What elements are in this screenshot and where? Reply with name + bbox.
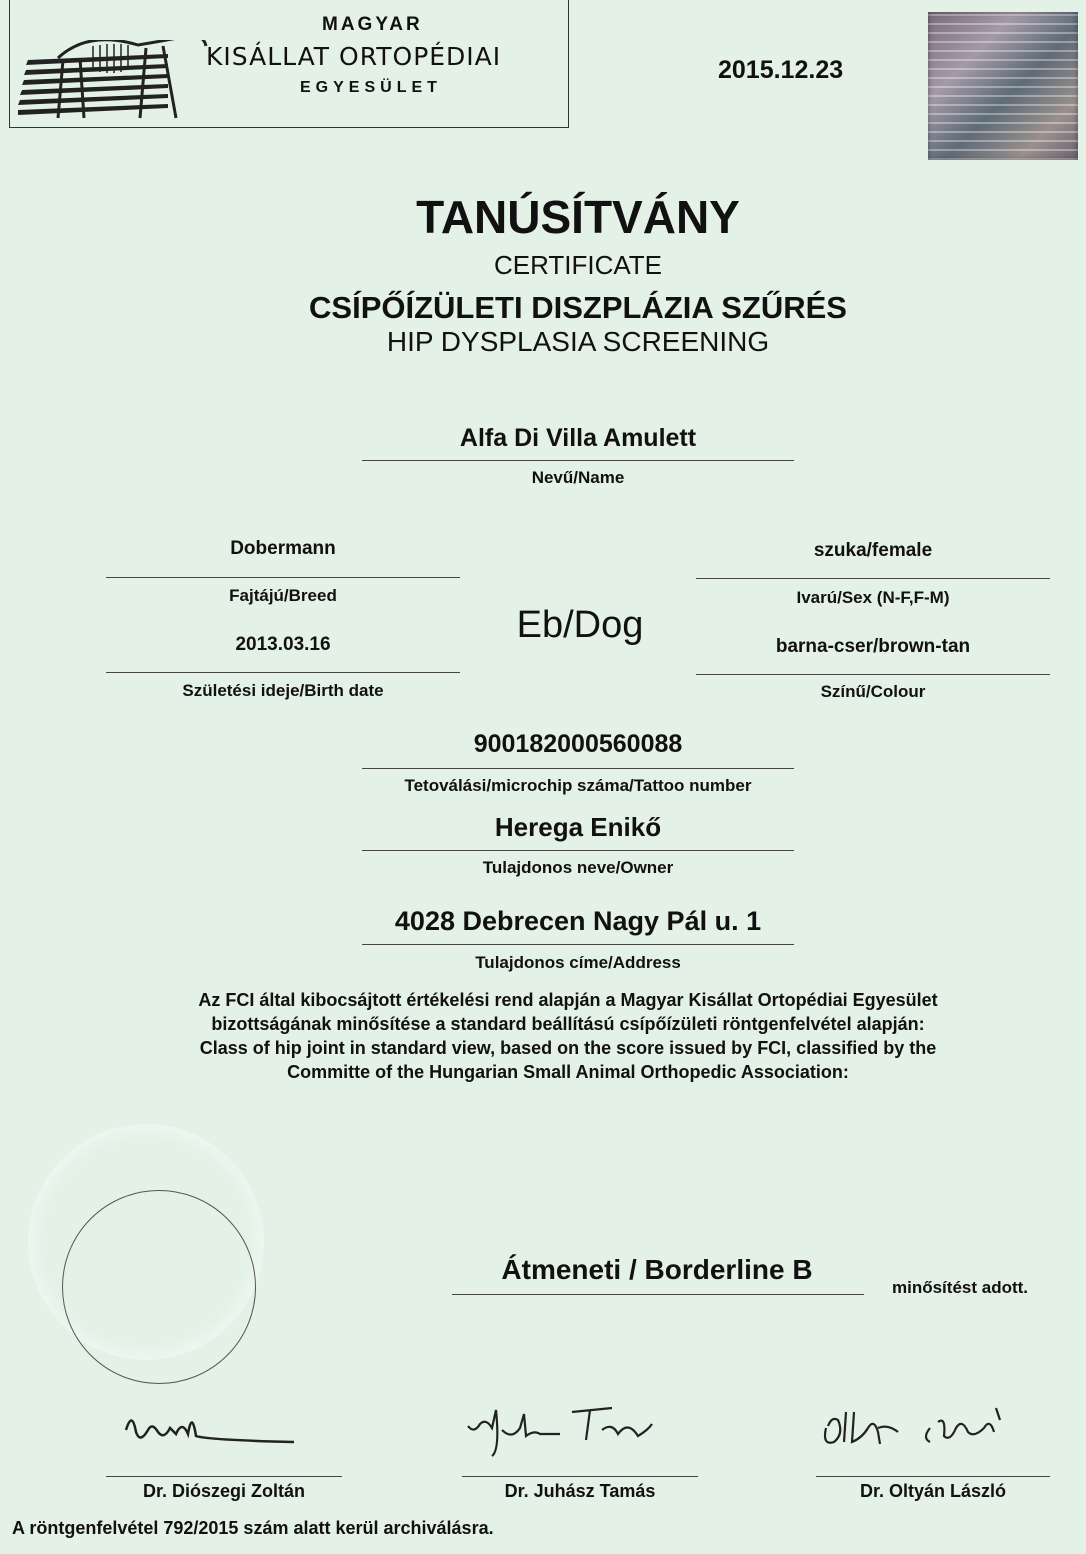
dog-name-label: Nevű/Name	[531, 468, 625, 487]
org-name-line3: EGYESÜLET	[300, 79, 442, 96]
statement-line: Az FCI által kibocsájtott értékelési rend alapján a Magyar Kisállat Ortopédiai Egyesület	[198, 990, 938, 1010]
certificate-subject-en: HIP DYSPLASIA SCREENING	[386, 326, 770, 357]
owner-address-value: 4028 Debrecen Nagy Pál u. 1	[394, 906, 762, 936]
divider	[362, 460, 794, 461]
statement-line: bizottságának minősítése a standard beállítású csípőízületi röntgenfelvétel alapján:	[211, 1014, 925, 1034]
owner-name-label: Tulajdonos neve/Owner	[482, 858, 674, 877]
grade-suffix: minősítést adott.	[892, 1278, 1029, 1297]
microchip-value: 900182000560088	[473, 730, 683, 758]
statement-line: Committe of the Hungarian Small Animal Orthopedic Association:	[287, 1062, 849, 1082]
divider	[462, 1476, 698, 1477]
owner-address-label: Tulajdonos címe/Address	[475, 953, 681, 972]
certificate-title: TANÚSÍTVÁNY	[416, 191, 740, 243]
signature-oltyan-icon	[818, 1398, 1028, 1460]
signature-juhasz-icon	[462, 1400, 662, 1460]
sex-label: Ivarú/Sex (N-F,F-M)	[796, 588, 950, 607]
issue-date: 2015.12.23	[718, 56, 844, 84]
dog-name-value: Alfa Di Villa Amulett	[459, 424, 697, 452]
divider	[362, 944, 794, 945]
colour-label: Színű/Colour	[820, 682, 926, 701]
divider	[106, 672, 460, 673]
sex-value: szuka/female	[813, 540, 933, 561]
divider	[696, 674, 1050, 675]
certificate-title-en: CERTIFICATE	[493, 250, 663, 280]
certificate-subject: CSÍPŐÍZÜLETI DISZPLÁZIA SZŰRÉS	[309, 290, 847, 325]
seal-circle	[62, 1190, 256, 1384]
signatory-name: Dr. Oltyán László	[859, 1481, 1007, 1501]
classification-statement	[60, 988, 1076, 1084]
divider	[106, 577, 460, 578]
owner-name-value: Herega Enikő	[494, 812, 662, 842]
birth-date-value: 2013.03.16	[235, 634, 331, 655]
divider	[106, 1476, 342, 1477]
signature-dioszegi-icon	[118, 1400, 308, 1460]
divider	[362, 850, 794, 851]
signatory-name: Dr. Diószegi Zoltán	[142, 1481, 306, 1501]
org-name-line2: KISÁLLAT ORTOPÉDIAI	[206, 42, 502, 71]
statement-line: Class of hip joint in standard view, based on the score issued by FCI, classified by the	[199, 1038, 937, 1058]
microchip-label: Tetoválási/microchip száma/Tattoo number	[404, 776, 752, 795]
breed-label: Fajtájú/Breed	[229, 586, 337, 605]
org-name-line1: MAGYAR	[322, 14, 423, 35]
species-value: Eb/Dog	[516, 604, 644, 646]
signatory-name: Dr. Juhász Tamás	[504, 1481, 656, 1501]
breed-value: Dobermann	[230, 538, 336, 559]
birth-date-label: Születési ideje/Birth date	[182, 681, 384, 700]
colour-value: barna-cser/brown-tan	[775, 636, 971, 657]
dog-skeleton-logo-icon	[18, 40, 208, 120]
divider	[452, 1294, 864, 1295]
hip-grade-value: Átmeneti / Borderline B	[501, 1254, 813, 1285]
archive-note: A röntgenfelvétel 792/2015 szám alatt kerül archiválásra.	[12, 1518, 494, 1538]
divider	[696, 578, 1050, 579]
divider	[362, 768, 794, 769]
hologram-sticker-icon	[928, 12, 1078, 160]
divider	[816, 1476, 1050, 1477]
